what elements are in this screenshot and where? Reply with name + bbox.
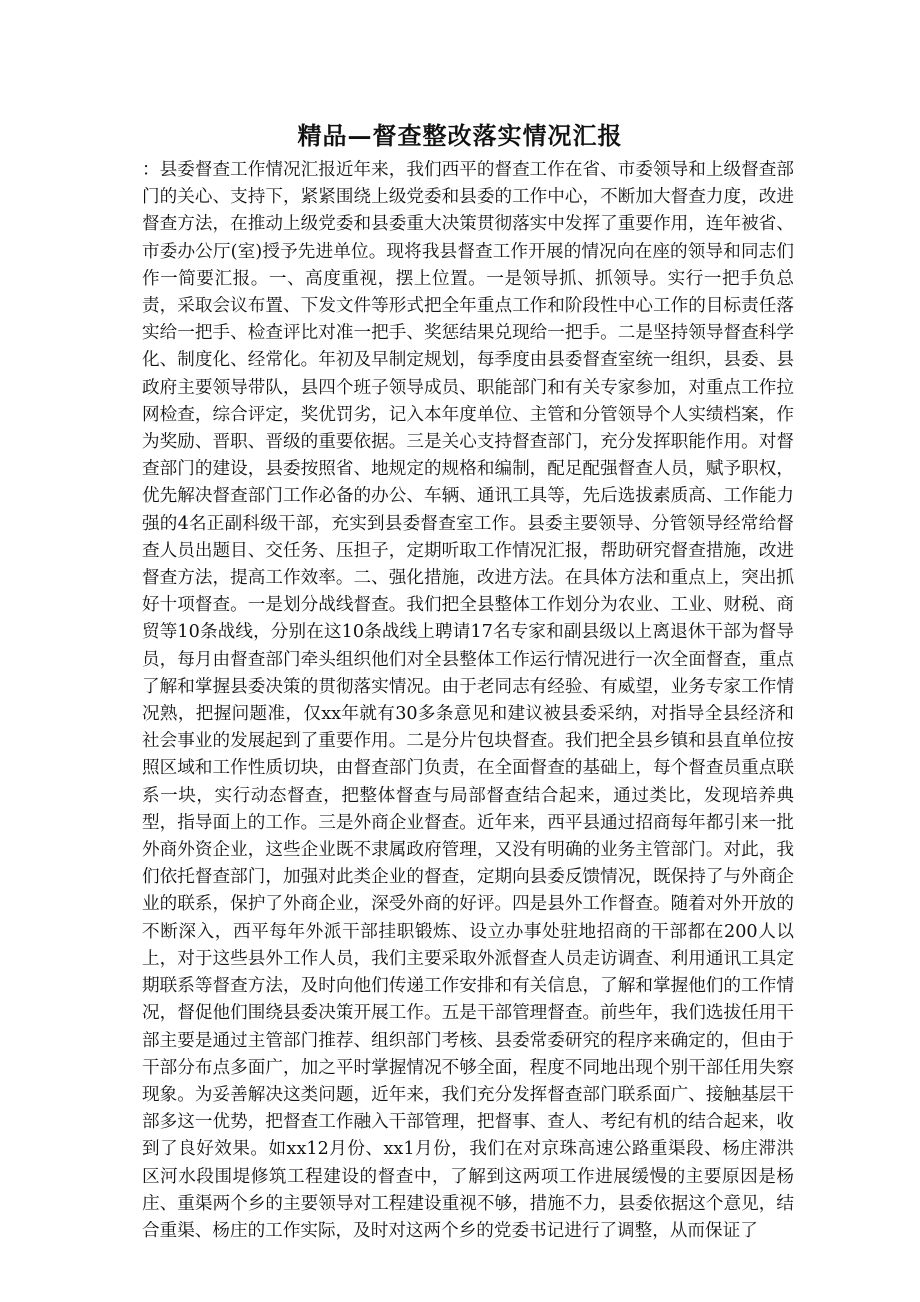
document-body-paragraph: ：县委督查工作情况汇报近年来，我们西平的督查工作在省、市委领导和上级督查部门的关心、支持下，紧紧围绕上级党委和县委的工作中心，不断加大督查力度，改进督查方法，在推动上级党委和县委重大决策贯彻落实中发挥了重要作用，连年被省、市委办公厅(室)授予先进单位。现将我县督查工作开展的情况向在座的领导和同志们作一简要汇报。一、高度重视，摆上位置。一是领导抓、抓领导。实行一把手负总责，采取会议布置、下发文件等形式把全年重点工作和阶段性中心工作的目标责任落实给一把手、检查评比对准一把手、奖惩结果兑现给一把手。二是坚持领导督查科学化、制度化、经常化。年初及早制定规划，每季度由县委督查室统一组织，县委、县政府主要领导带队，县四个班子领导成员、职能部门和有关专家参加，对重点工作拉网检查，综合评定，奖优罚劣，记入本年度单位、主管和分管领导个人实绩档案，作为奖励、晋职、晋级的重要依据。三是关心支持督查部门，充分发挥职能作用。对督查部门的建设，县委按照省、地规定的规格和编制，配足配强督查人员，赋予职权，优先解决督查部门工作必备的办公、车辆、通讯工具等，先后选拔素质高、工作能力强的4名正副科级干部，充实到县委督查室工作。县委主要领导、分管领导经常给督查人员出题目、交任务、压担子，定期听取工作情况汇报，帮助研究督查措施，改进督查方法，提高工作效率。二、强化措施，改进方法。在具体方法和重点上，突出抓好十项督查。一是划分战线督查。我们把全县整体工作划分为农业、工业、财税、商贸等10条战线，分别在这10条战线上聘请17名专家和副县级以上离退休干部为督导员，每月由督查部门牵头组织他们对全县整体工作运行情况进行一次全面督查，重点了解和掌握县委决策的贯彻落实情况。由于老同志有经验、有威望，业务专家工作情况熟，把握问题准，仅xx年就有30多条意见和建议被县委采纳，对指导全县经济和社会事业的发展起到了重要作用。二是分片包块督查。我们把全县乡镇和县直单位按照区域和工作性质切块，由督查部门负责，在全面督查的基础上，每个督查员重点联系一块，实行动态督查，把整体督查与局部督查结合起来，通过类比，发现培养典型，指导面上的工作。三是外商企业督查。近年来，西平县通过招商每年都引来一批外商外资企业，这些企业既不隶属政府管理，又没有明确的业务主管部门。对此，我们依托督查部门，加强对此类企业的督查，定期向县委反馈情况，既保持了与外商企业的联系，保护了外商企业，深受外商的好评。四是县外工作督查。随着对外开放的不断深入，西平每年外派干部挂职锻炼、设立办事处驻地招商的干部都在200人以上，对于这些县外工作人员，我们主要采取外派督查人员走访调查、利用通讯工具定期联系等督查方法，及时向他们传递工作安排和有关信息，了解和掌握他们的工作情况，督促他们围绕县委决策开展工作。五是干部管理督查。前些年，我们选拔任用干部主要是通过主管部门推荐、组织部门考核、县委常委研究的程序来确定的，但由于干部分布点多面广，加之平时掌握情况不够全面，程度不同地出现个别干部任用失察现象。为妥善解决这类问题，近年来，我们充分发挥督查部门联系面广、接触基层干部多这一优势，把督查工作融入干部管理，把督事、查人、考纪有机的结合起来，收到了良好效果。如xx12月份、xx1月份，我们在对京珠高速公路重渠段、杨庄滞洪区河水段围堤修筑工程建设的督查中，了解到这两项工作进展缓慢的主要原因是杨庄、重渠两个乡的主要领导对工程建设重视不够，措施不力，县委依据这个意见，结合重渠、杨庄的工作实际，及时对这两个乡的党委书记进行了调整，从而保证了	[142, 160, 794, 1241]
document-title: 精品—督查整改落实情况汇报	[297, 121, 623, 150]
